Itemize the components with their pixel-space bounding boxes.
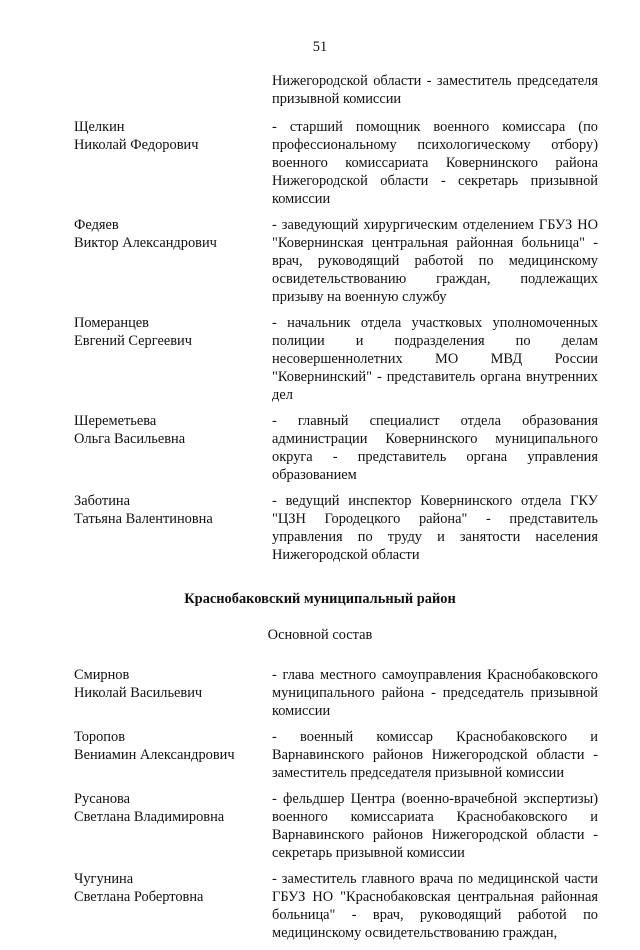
- document-body: [74, 72, 598, 950]
- member-role: - главный специалист отдела образования администрации Ковернинского муниципального округа - представитель органа управления образованием: [272, 413, 598, 483]
- member-name: [74, 728, 272, 782]
- list-item: [74, 666, 598, 720]
- member-role: - заведующий хирургическим отделением ГБУЗ НО "Ковернинская центральная районная больница" - врач, руководящий работой по медицинскому освидетельствованию граждан, подлежащих призыву на военную службу: [272, 217, 598, 305]
- member-last-name: Заботина: [74, 493, 131, 509]
- member-name: [74, 790, 272, 862]
- list-item: [74, 314, 598, 404]
- member-name: [74, 412, 272, 484]
- member-first-name: Светлана Робертовна: [74, 889, 204, 905]
- list-item: [74, 118, 598, 208]
- member-role: - заместитель главного врача по медицинской части ГБУЗ НО "Краснобаковская центральная районная больница" - врач, руководящий работой по медицинскому освидетельствованию граждан,: [272, 871, 598, 941]
- member-last-name: Померанцев: [74, 315, 149, 331]
- member-role: - старший помощник военного комиссара (по профессиональному психологическому отбору) военного комиссариата Ковернинского района Нижегородской области - секретарь призывной комиссии: [272, 119, 598, 207]
- member-last-name: Русанова: [74, 791, 131, 807]
- member-first-name: Вениамин Александрович: [74, 747, 235, 763]
- list-item: [74, 412, 598, 484]
- member-first-name: Николай Федорович: [74, 137, 199, 153]
- member-last-name: Щелкин: [74, 119, 125, 135]
- member-role: Нижегородской области - заместитель председателя призывной комиссии: [272, 73, 598, 107]
- member-last-name: Смирнов: [74, 667, 130, 683]
- members-list-bottom: [74, 666, 598, 942]
- member-first-name: Ольга Васильевна: [74, 431, 186, 447]
- list-item: [74, 728, 598, 782]
- member-first-name: Виктор Александрович: [74, 235, 217, 251]
- member-name: [74, 492, 272, 564]
- list-item: [74, 870, 598, 942]
- member-first-name: Светлана Владимировна: [74, 809, 225, 825]
- member-role: - глава местного самоуправления Краснобаковского муниципального района - председатель призывной комиссии: [272, 667, 598, 719]
- list-item: [74, 790, 598, 862]
- member-role: - военный комиссар Краснобаковского и Варнавинского районов Нижегородской области - заместитель председателя призывной комиссии: [272, 729, 598, 781]
- member-role: - фельдшер Центра (военно-врачебной экспертизы) военного комиссариата Краснобаковского и Варнавинского районов Нижегородской области - секретарь призывной комиссии: [272, 791, 598, 861]
- member-name: [74, 216, 272, 306]
- member-last-name: Шереметьева: [74, 413, 157, 429]
- list-item: [74, 492, 598, 564]
- member-name: [74, 870, 272, 942]
- list-item: [74, 216, 598, 306]
- member-role: - начальник отдела участковых уполномоченных полиции и подразделения по делам несовершеннолетних МО МВД России "Ковернинский" - представитель органа внутренних дел: [272, 315, 598, 403]
- member-first-name: Татьяна Валентиновна: [74, 511, 213, 527]
- member-name: [74, 666, 272, 720]
- member-first-name: Евгений Сергеевич: [74, 333, 192, 349]
- member-name: [74, 72, 272, 108]
- member-first-name: Николай Васильевич: [74, 685, 203, 701]
- member-last-name: Чугунина: [74, 871, 134, 887]
- member-role: - ведущий инспектор Ковернинского отдела ГКУ "ЦЗН Городецкого района" - представитель управления по труду и занятости населения Нижегородской области: [272, 493, 598, 563]
- page-number: 51: [312, 39, 328, 55]
- member-name: [74, 118, 272, 208]
- member-name: [74, 314, 272, 404]
- member-last-name: Торопов: [74, 729, 125, 745]
- district-title: Краснобаковский муниципальный район: [184, 591, 456, 607]
- section-title: Основной состав: [267, 627, 373, 643]
- member-last-name: Федяев: [74, 217, 119, 233]
- members-list-top: [74, 118, 598, 564]
- continuation-row: [74, 72, 598, 108]
